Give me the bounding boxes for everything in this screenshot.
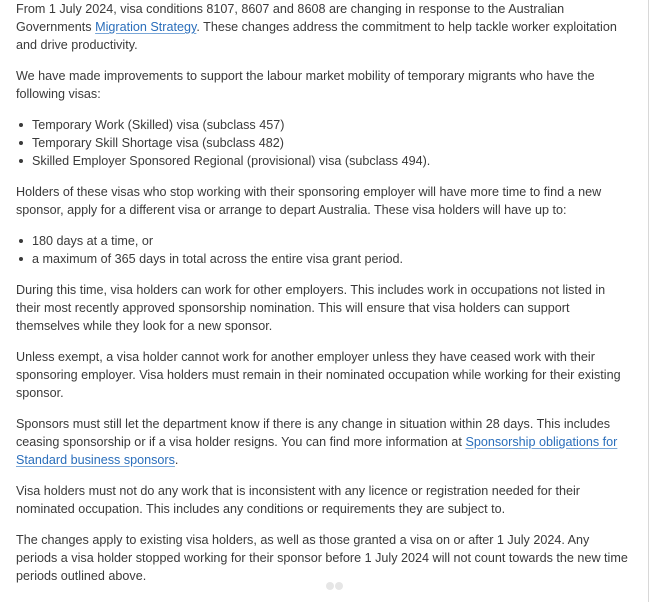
bullet-icon	[19, 141, 23, 145]
sponsor-obligations-paragraph	[16, 415, 630, 469]
list-item	[16, 134, 630, 152]
visa-list	[16, 116, 630, 170]
exemption-paragraph: Unless exempt, a visa holder cannot work for another employer unless they have ceased work with their sponsoring employer. Visa holders must remain in their nominated occupation while working for their existing sponsor.	[16, 350, 621, 400]
sponsor-text: Sponsors must still let the department know if there is any change in situation within 28 days. This includes ceasing sponsorship or if a visa holder resigns. You can find more information at	[16, 417, 611, 449]
list-item-label: Temporary Work (Skilled) visa (subclass 457)	[32, 118, 285, 132]
page-edge-divider	[648, 0, 649, 602]
intro-text: From 1 July 2024, visa conditions 8107, 8607 and 8608 are changing in response to the Australian Governments	[16, 2, 565, 34]
holders-paragraph: Holders of these visas who stop working with their sponsoring employer will have more time to find a new sponsor, apply for a different visa or arrange to depart Australia. These visa holders will have up to:	[16, 185, 602, 217]
changes-apply-paragraph: The changes apply to existing visa holders, as well as those granted a visa on or after 1 July 2024. Any periods a visa holder stopped working for their sponsor before 1 July 2024 will not count towards the new time periods outlined above.	[16, 533, 628, 583]
list-item-label: 180 days at a time, or	[32, 234, 154, 248]
list-item-label: Temporary Skill Shortage visa (subclass 482)	[32, 136, 284, 150]
intro-paragraph	[16, 0, 630, 54]
loading-indicator-icon	[326, 579, 346, 593]
bullet-icon	[19, 257, 23, 261]
visas-intro-paragraph: We have made improvements to support the labour market mobility of temporary migrants who have the following visas:	[16, 69, 595, 101]
time-limit-list	[16, 232, 630, 268]
list-item	[16, 232, 630, 250]
sponsorship-obligations-link[interactable]: Sponsorship obligations for Standard business sponsors	[16, 435, 618, 467]
list-item	[16, 116, 630, 134]
bullet-icon	[19, 239, 23, 243]
work-for-others-paragraph: During this time, visa holders can work for other employers. This includes work in occupations not listed in their most recently approved sponsorship nomination. This will ensure that visa holders can support themselves while they look for a new sponsor.	[16, 283, 606, 333]
list-item	[16, 250, 630, 268]
loader-dot	[335, 582, 343, 590]
licence-paragraph: Visa holders must not do any work that is inconsistent with any licence or registration needed for their nominated occupation. This includes any conditions or requirements they are subject to.	[16, 484, 580, 516]
intro-text-end: . These changes address the commitment to help tackle worker exploitation and drive productivity.	[16, 20, 617, 52]
loader-dot	[326, 582, 334, 590]
sponsor-text-end: .	[174, 453, 179, 467]
bullet-icon	[19, 159, 23, 163]
bullet-icon	[19, 123, 23, 127]
list-item-label: a maximum of 365 days in total across the entire visa grant period.	[32, 252, 403, 266]
list-item-label: Skilled Employer Sponsored Regional (provisional) visa (subclass 494).	[32, 154, 431, 168]
list-item	[16, 152, 630, 170]
migration-strategy-link[interactable]: Migration Strategy	[95, 20, 197, 34]
